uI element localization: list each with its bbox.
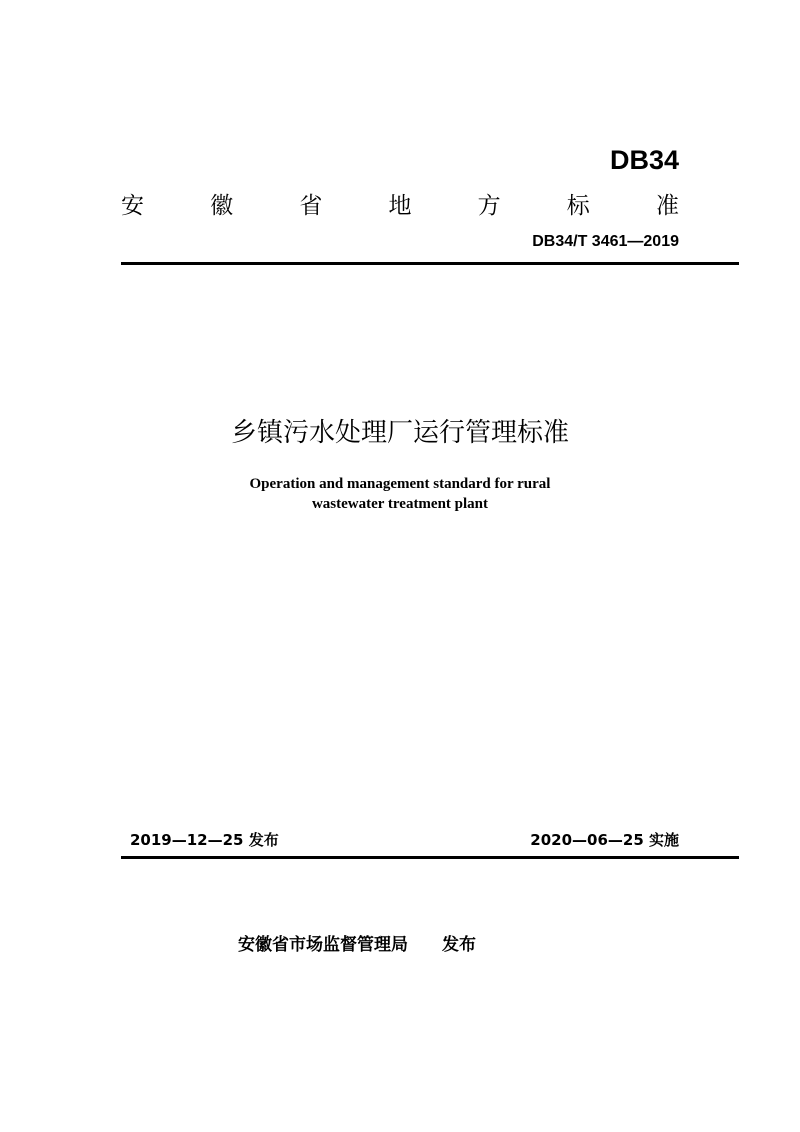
publish-action: 发布	[442, 935, 476, 955]
standard-type-char: 准	[655, 192, 679, 219]
standard-type-char: 地	[388, 192, 412, 219]
bottom-divider	[121, 856, 739, 859]
standard-type-char: 安	[121, 192, 144, 219]
publisher-name: 安徽省市场监督管理局	[238, 935, 408, 955]
standard-number: DB34/T 3461—2019	[532, 233, 679, 250]
standard-type-heading	[121, 184, 679, 222]
publisher-line	[238, 933, 476, 957]
english-title-line: wastewater treatment plant	[311, 496, 489, 512]
chinese-title: 乡镇污水处理厂运行管理标准	[230, 418, 569, 448]
english-title	[0, 474, 800, 514]
issue-date: 2019—12—25 发布	[130, 831, 279, 849]
implementation-date: 2020—06—25 实施	[530, 831, 679, 849]
standard-type-char: 方	[477, 192, 501, 219]
top-divider	[121, 262, 739, 265]
standard-type-char: 省	[299, 192, 323, 219]
standard-type-char: 标	[566, 192, 590, 219]
standard-type-char: 徽	[210, 192, 234, 219]
english-title-line: Operation and management standard for rural	[249, 476, 551, 492]
standard-code: DB34	[609, 145, 679, 175]
